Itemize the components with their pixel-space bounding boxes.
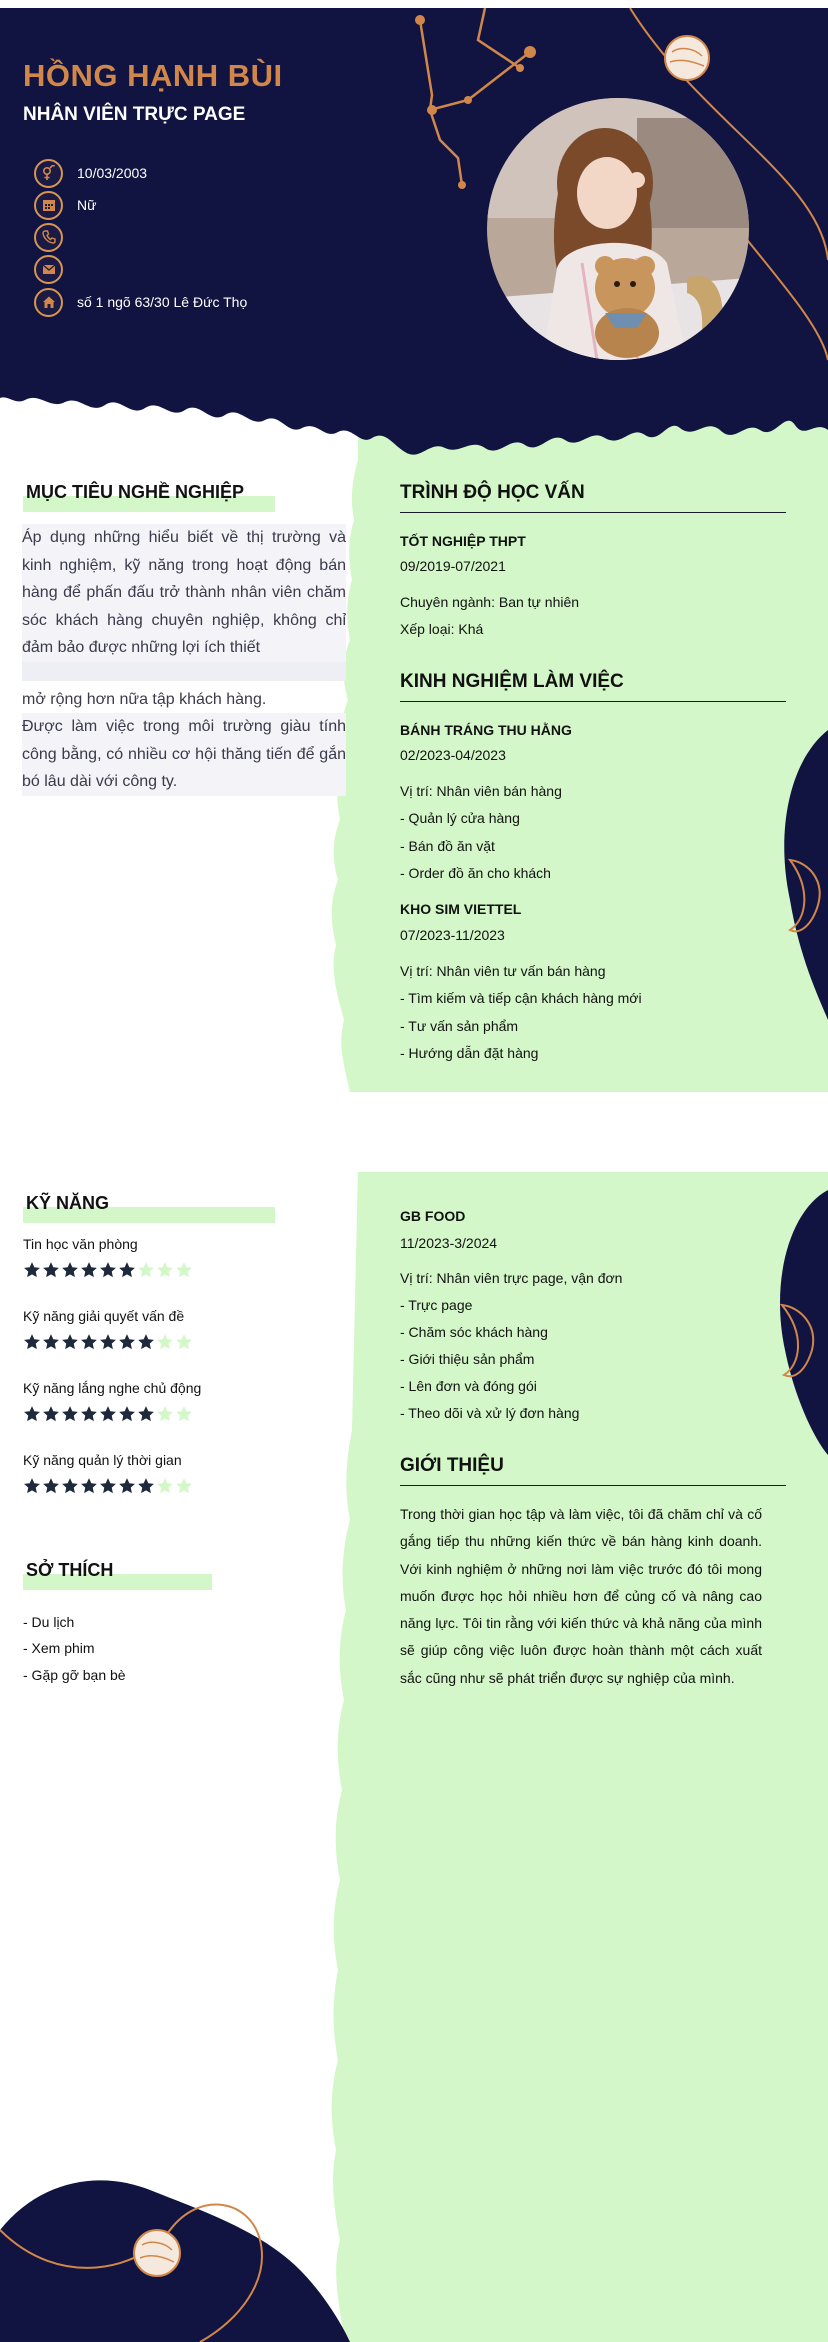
star-filled-icon (99, 1405, 117, 1423)
star-filled-icon (80, 1333, 98, 1351)
phone-icon (34, 223, 63, 252)
education-grade: Xếp loại: Khá (400, 621, 484, 637)
star-filled-icon (99, 1333, 117, 1351)
job-position: Vị trí: Nhân viên trực page, vận đơn (400, 1270, 623, 1286)
skill-name: Tin học văn phòng (23, 1236, 138, 1252)
objective-gap (22, 662, 346, 681)
star-empty-icon (156, 1333, 174, 1351)
job-period: 11/2023-3/2024 (400, 1235, 498, 1251)
star-filled-icon (61, 1477, 79, 1495)
skill-name: Kỹ năng giải quyết vấn đề (23, 1308, 185, 1324)
star-filled-icon (80, 1261, 98, 1279)
job-task: - Lên đơn và đóng gói (400, 1378, 537, 1394)
skills-title: KỸ NĂNG (26, 1193, 110, 1213)
objective-paragraph: mở rộng hơn nữa tập khách hàng. (22, 690, 267, 708)
planet-decoration (134, 2230, 180, 2276)
star-filled-icon (99, 1261, 117, 1279)
contact-birthdate (34, 158, 147, 188)
objective-title: MỤC TIÊU NGHỀ NGHIỆP (26, 482, 245, 502)
job-task: - Hướng dẫn đặt hàng (400, 1045, 539, 1061)
star-filled-icon (23, 1477, 41, 1495)
job-position: Vị trí: Nhân viên tư vấn bán hàng (400, 963, 606, 979)
job-task: - Quản lý cửa hàng (400, 810, 520, 826)
star-empty-icon (156, 1261, 174, 1279)
calendar-icon (34, 191, 63, 220)
job-task: - Giới thiệu sản phẩm (400, 1351, 535, 1367)
job-company: GB FOOD (400, 1208, 466, 1224)
home-icon (34, 288, 63, 317)
star-filled-icon (80, 1477, 98, 1495)
job-company: BÁNH TRÁNG THU HẰNG (400, 722, 572, 738)
skill-rating (23, 1333, 193, 1351)
planet-decoration (665, 36, 709, 80)
star-filled-icon (137, 1333, 155, 1351)
contact-email (34, 254, 77, 284)
job-period: 02/2023-04/2023 (400, 747, 506, 763)
objective-text (22, 524, 346, 796)
education-period: 09/2019-07/2021 (400, 558, 506, 574)
star-filled-icon (61, 1405, 79, 1423)
intro-title: GIỚI THIỆU (400, 1455, 504, 1476)
skill-name: Kỹ năng quản lý thời gian (23, 1452, 182, 1468)
star-filled-icon (118, 1405, 136, 1423)
job-task: - Order đồ ăn cho khách (400, 865, 551, 881)
star-filled-icon (23, 1261, 41, 1279)
email-icon (34, 255, 63, 284)
star-filled-icon (118, 1261, 136, 1279)
skill-rating (23, 1261, 193, 1279)
star-filled-icon (61, 1333, 79, 1351)
contact-address (34, 287, 247, 317)
profile-role: NHÂN VIÊN TRỰC PAGE (23, 104, 246, 125)
star-filled-icon (118, 1333, 136, 1351)
job-company: KHO SIM VIETTEL (400, 901, 522, 917)
job-position: Vị trí: Nhân viên bán hàng (400, 783, 562, 799)
hobby-item: - Du lịch (23, 1614, 75, 1630)
star-filled-icon (61, 1261, 79, 1279)
contact-text: số 1 ngõ 63/30 Lê Đức Thọ (77, 294, 248, 310)
star-filled-icon (80, 1405, 98, 1423)
green-column-shape (332, 1170, 828, 2342)
hobby-item: - Xem phim (23, 1640, 95, 1656)
star-empty-icon (175, 1333, 193, 1351)
hobbies-title: SỞ THÍCH (26, 1560, 114, 1580)
star-filled-icon (23, 1333, 41, 1351)
star-empty-icon (175, 1261, 193, 1279)
skill-name: Kỹ năng lắng nghe chủ động (23, 1380, 202, 1396)
profile-name: HỒNG HẠNH BÙI (23, 58, 283, 93)
job-task: - Bán đồ ăn vặt (400, 838, 495, 854)
education-title: TRÌNH ĐỘ HỌC VẤN (400, 482, 585, 503)
job-task: - Theo dõi và xử lý đơn hàng (400, 1405, 580, 1421)
star-filled-icon (137, 1405, 155, 1423)
star-empty-icon (137, 1261, 155, 1279)
experience-divider (400, 701, 786, 702)
education-school: TỐT NGHIỆP THPT (400, 533, 526, 549)
objective-paragraph: Được làm việc trong môi trường giàu tính công bằng, có nhiều cơ hội thăng tiến để gắn bó lâu dài với công ty. (22, 713, 346, 796)
star-filled-icon (99, 1477, 117, 1495)
contact-phone (34, 222, 77, 252)
contact-text: 10/03/2003 (77, 165, 148, 181)
objective-paragraph: Áp dụng những hiểu biết về thị trường và kinh nghiệm, kỹ năng trong hoạt động bán hàng để phấn đấu trở thành nhân viên chăm sóc khách hàng chuyên nghiệp, không chỉ đảm bảo được những lợi ích thiết (22, 524, 346, 662)
education-divider (400, 512, 786, 513)
profile-photo (487, 98, 749, 360)
intro-text: Trong thời gian học tập và làm việc, tôi đã chăm chỉ và cố gắng tiếp thu những kiến thức về bán hàng kinh doanh. Với kinh nghiệm ở những nơi làm việc trước đó tôi mong muốn được học hỏi nhiều hơn để củng cố và nâng cao năng lực. Tôi tin rằng với kiến thức và khả năng của mình sẽ giúp công việc luôn được hoàn thành một cách xuất sắc cũng như sẽ phát triển được sự nghiệp của mình. (400, 1506, 762, 1686)
job-period: 07/2023-11/2023 (400, 927, 505, 943)
star-filled-icon (118, 1477, 136, 1495)
experience-title: KINH NGHIỆM LÀM VIỆC (400, 671, 624, 692)
job-task: - Chăm sóc khách hàng (400, 1324, 548, 1340)
star-filled-icon (42, 1333, 60, 1351)
contact-gender (34, 190, 96, 220)
job-task: - Trực page (400, 1297, 473, 1313)
star-empty-icon (175, 1477, 193, 1495)
star-empty-icon (175, 1405, 193, 1423)
skill-rating (23, 1405, 193, 1423)
star-filled-icon (42, 1261, 60, 1279)
job-task: - Tư vấn sản phẩm (400, 1018, 519, 1034)
gender-icon (34, 159, 63, 188)
star-empty-icon (156, 1477, 174, 1495)
star-empty-icon (156, 1405, 174, 1423)
education-major: Chuyên ngành: Ban tự nhiên (400, 594, 580, 610)
hobby-item: - Gặp gỡ bạn bè (23, 1667, 126, 1683)
star-filled-icon (23, 1405, 41, 1423)
star-filled-icon (42, 1405, 60, 1423)
skill-rating (23, 1477, 193, 1495)
star-filled-icon (137, 1477, 155, 1495)
contact-text: Nữ (77, 197, 97, 213)
star-filled-icon (42, 1477, 60, 1495)
intro-divider (400, 1485, 786, 1486)
job-task: - Tìm kiếm và tiếp cận khách hàng mới (400, 990, 642, 1006)
